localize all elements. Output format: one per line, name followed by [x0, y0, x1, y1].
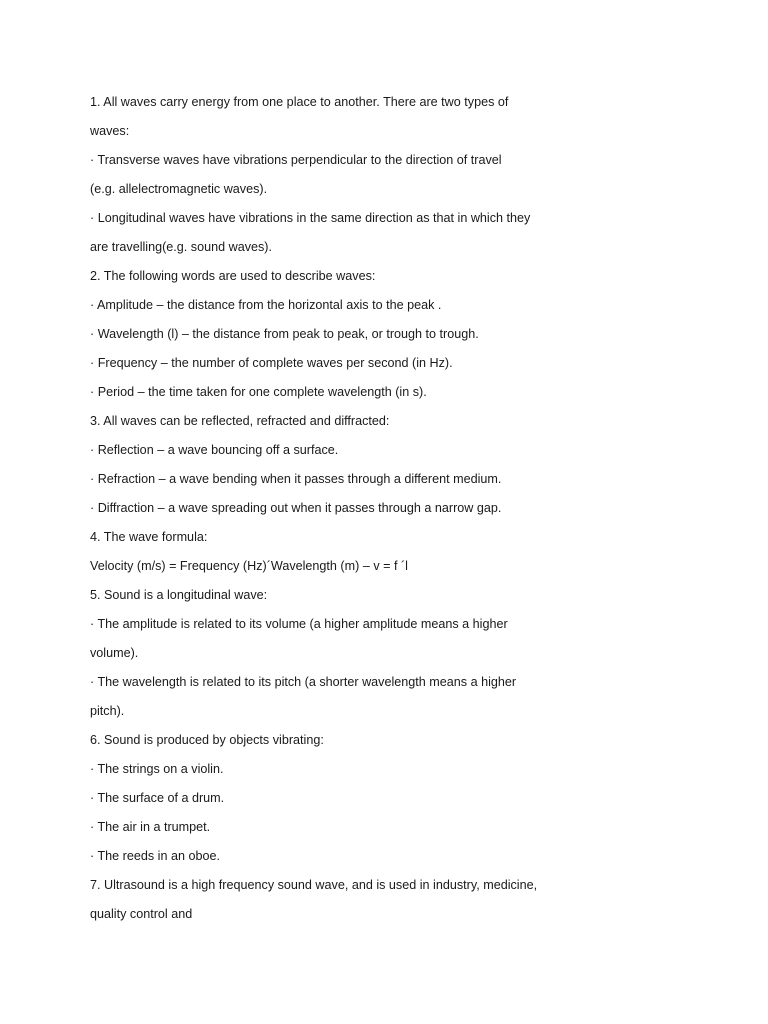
- text-line: · Period – the time taken for one complete wavelength (in s).: [90, 385, 427, 399]
- text-line: · The reeds in an oboe.: [90, 849, 220, 863]
- text-line: · The strings on a violin.: [90, 762, 224, 776]
- text-line: · The wavelength is related to its pitch (a shorter wavelength means a higher: [90, 675, 517, 689]
- text-line: 4. The wave formula:: [90, 530, 208, 544]
- document-body: [90, 88, 570, 929]
- text-line: pitch).: [90, 704, 125, 718]
- text-line: waves:: [90, 124, 130, 138]
- text-line: · Reflection – a wave bouncing off a surface.: [90, 443, 339, 457]
- text-line: · Wavelength (l) – the distance from peak to peak, or trough to trough.: [90, 327, 479, 341]
- text-line: 7. Ultrasound is a high frequency sound wave, and is used in industry, medicine,: [90, 878, 538, 892]
- text-line: · Transverse waves have vibrations perpendicular to the direction of travel: [90, 153, 502, 167]
- text-line: 2. The following words are used to describe waves:: [90, 269, 376, 283]
- text-line: · Longitudinal waves have vibrations in the same direction as that in which they: [90, 211, 531, 225]
- text-line: · The amplitude is related to its volume (a higher amplitude means a higher: [90, 617, 508, 631]
- text-line: · Diffraction – a wave spreading out when it passes through a narrow gap.: [90, 501, 502, 515]
- text-line: · The surface of a drum.: [90, 791, 225, 805]
- text-line: · Amplitude – the distance from the horizontal axis to the peak .: [90, 298, 442, 312]
- text-line: 5. Sound is a longitudinal wave:: [90, 588, 268, 602]
- text-line: · The air in a trumpet.: [90, 820, 211, 834]
- text-line: 1. All waves carry energy from one place to another. There are two types of: [90, 95, 509, 109]
- text-line: quality control and: [90, 907, 193, 921]
- text-line: are travelling(e.g. sound waves).: [90, 240, 273, 254]
- text-line: 6. Sound is produced by objects vibrating:: [90, 733, 324, 747]
- text-line: · Frequency – the number of complete waves per second (in Hz).: [90, 356, 453, 370]
- text-line: volume).: [90, 646, 139, 660]
- text-line: 3. All waves can be reflected, refracted and diffracted:: [90, 414, 390, 428]
- text-line: · Refraction – a wave bending when it passes through a different medium.: [90, 472, 502, 486]
- text-line: (e.g. allelectromagnetic waves).: [90, 182, 268, 196]
- text-line: Velocity (m/s) = Frequency (Hz)´Wavelength (m) – v = f ´l: [90, 559, 408, 573]
